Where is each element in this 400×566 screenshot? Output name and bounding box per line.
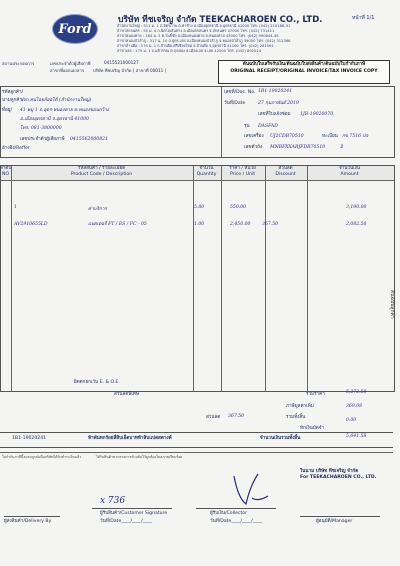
receiver-date: วันที่/Date____/____/____ (100, 519, 152, 524)
discount-sum-label: ส่วนลด (206, 415, 221, 420)
deduct-deposit-label: หักเงินมัดจำ (300, 426, 325, 431)
sign-line (300, 516, 380, 517)
collector-label: ผู้รับเงิน/Collector (210, 511, 247, 516)
branch-line: สาขาบ้านผือ : 179 ม. 1 ถ.บ้านผือ-ศรีเชียงใหม่ อ.บ้านผือ จ.อุดรธานี 41160 โทร. (042) 281561 (117, 44, 274, 48)
sign-line (4, 516, 60, 517)
table-row-amount: 2,082.50 (346, 222, 367, 227)
doc-date-label: วันที่/Date (224, 101, 246, 106)
issuing-branch-value: บริษัท ทีชเจริญ จำกัด ( สาขาที่ 00011 ) (93, 68, 167, 73)
doc-no-label: เลขที่/Doc. No. (224, 90, 256, 95)
plate-value: กข 7516 ปจ (342, 134, 369, 139)
footer-company-thai: ในนาม บริษัท ทีชเจริญ จำกัด (300, 469, 359, 474)
plate-label: ทะเบียน (322, 134, 338, 139)
table-row-amount: 3,190.00 (346, 205, 367, 210)
eoe-note: ผิดตกยกเว้น E. & O.E. (74, 380, 120, 385)
table-row-discount: 367.50 (262, 222, 279, 227)
side-tab: ต้นฉบับลูกค้า (389, 290, 395, 319)
customer-name: บจก.ทนไอยล์ออโต้ (สำนักงานใหญ่) (20, 98, 92, 103)
discount-sum-value: 367.50 (228, 414, 245, 419)
grand-total-label: จำนวนเงินรวมทั้งสิ้น (260, 436, 301, 441)
header-quantity: จำนวน Quantity (196, 166, 217, 177)
ford-logo: Ford (52, 14, 98, 44)
receiver-label: ผู้รับสินค้า/Customer Signature (100, 511, 168, 516)
deposit-value: 0.00 (346, 418, 357, 423)
header-price: ราคา / หน่วย Price / Unit (229, 166, 256, 177)
branch-line: สาขาสกลนคร : 55 ม. 4 ถ.นิตโยเส้นทาง อ.เมืองสกลนคร จ.สกลนคร 47000 โทร. (042) 731411 (117, 29, 275, 33)
total-label: รวมราคา (306, 392, 325, 397)
branch-line: สาขาหนองคาย : 184 ม. 2 ต.โพธิ์ชัย อ.เมืองหนองคาย จ.หนองคาย 43000 โทร. (042) 990644-45 (117, 34, 279, 38)
table-row-qty: 5.80 (194, 205, 205, 210)
col-divider (193, 166, 194, 391)
header-no: ลำดับ NO (0, 166, 12, 177)
chassis-value: MNBFXXARJFDR70510 (270, 145, 326, 150)
company-name: บริษัท ทีชเจริญ จำกัด TEEKACHAROEN CO., LTD. (118, 15, 323, 25)
title-english: ORIGINAL RECEIPT/ORIGINAL INVOICE/TAX INVOICE COPY (230, 69, 378, 74)
col-divider (265, 166, 266, 391)
repair-order-label: เลขที่ใบแจ้งซ่อม (258, 112, 291, 117)
table-row-code: AV2910655LD (14, 222, 48, 227)
header-amount: จำนวนเงิน Amount (338, 166, 361, 177)
refer-label: อ้างอิง/Reffer (2, 146, 30, 151)
footer-company-en: For TEEKACHAROEN CO., LTD. (300, 475, 377, 480)
net-total-label: รวมทั้งสิ้น (286, 415, 306, 420)
customer-address-1: 41 หมู่ 1 ถ.อุดร-หนองคาย ต.หนองขอนกว้าง (20, 108, 110, 113)
customer-address-2: อ.เมืองอุดรธานี จ.อุดรธานี 41000 (20, 117, 89, 122)
sign-line (196, 508, 276, 509)
footer-note: ได้รับสินค้าตามรายการข้างต้นไว้ถูกต้องในสภาพเรียบร้อย (96, 455, 183, 459)
table-row-desc: แบตเตอรี่ FT / ES / FC - 05 (88, 222, 147, 227)
manager-label: ผู้อนุมัติ/Manager (316, 519, 353, 524)
issuing-branch-label: สาขาที่ออกเอกสาร (50, 68, 85, 73)
document-title (218, 60, 390, 84)
page-number: หน้าที่ 1/1 (352, 15, 375, 21)
chassis-extra: อิ (340, 145, 343, 150)
model-label: รุ่น (244, 124, 250, 129)
signature-mark: x 736 (100, 496, 126, 506)
branch-line: สำนักงานใหญ่ : 511 ม. 1 ถ.มิตรภาพ ต.ท่าช้าง อ.เมืองอุดรธานี จ.อุดรธานี 41000 โทร. (042) 210188-91 (117, 24, 291, 28)
company-tax-id: 0415521000127 (104, 60, 139, 65)
table-row-qty: 1.00 (194, 222, 205, 227)
special-discount-label: ส่วนลดพิเศษ (114, 392, 139, 397)
table-row-no: 1 (14, 205, 17, 210)
header-discount: ส่วนลด Discount (275, 166, 296, 177)
col-divider (221, 166, 222, 391)
company-tax-label: เลขประจำตัวผู้เสียภาษี (50, 61, 91, 66)
reference-doc-no: 1B1-19020241 (12, 436, 47, 441)
col-divider (307, 166, 308, 391)
col-divider (11, 166, 12, 391)
grand-total-band (0, 432, 393, 448)
vat-value: 369.08 (346, 404, 363, 409)
doc-date: 27 กุมภาพันธ์ 2019 (258, 101, 299, 106)
repair-order-no: 1JB-19020070 (300, 112, 334, 117)
total-value: 5,272.50 (346, 390, 367, 395)
side-label: สถานประกอบการ (2, 61, 35, 66)
model-value: DASFAD (258, 124, 278, 129)
handwritten-signature (228, 468, 272, 510)
table-row-desc: ค่าบริการ (88, 207, 107, 212)
vat-label: ภาษีมูลค่าเพิ่ม (286, 404, 314, 409)
branch-line: สาขาหนองบัวลำภู : 317 ม. 10 ถ.อุดร-เลย อ.เมืองหนองบัวลำภู จ.หนองบัวลำภู 39000 โทร. (042) 312366 (117, 39, 291, 43)
engine-value: UJ2CDB70510 (270, 134, 304, 139)
customer-tax-id: 0415562000821 (70, 137, 108, 142)
chassis-label: เลขตัวถัง (244, 145, 263, 150)
branch-line: สาขาเลย : 179 ม. 1 ถ.มลิวรรณ ต.กุดป่อง อ.เมืองเลย จ.เลย 42000 โทร. (042) 892024 (117, 49, 262, 53)
table-row-price: 2,450.00 (230, 222, 251, 227)
sender-label: ผู้ส่งสินค้า/Delivery By (4, 519, 52, 524)
footer-divider (0, 452, 393, 453)
grand-total-value: 5,641.58 (346, 434, 367, 439)
customer-address-label: ที่อยู่/ (2, 108, 13, 113)
footer-note: ใบกำกับภาษีนี้จะสมบูรณ์เมื่อบริษัทได้รับชำระเงินแล้ว (2, 455, 82, 459)
doc-no: 1B1-19020241 (258, 89, 293, 94)
sign-line (92, 508, 172, 509)
divider (221, 87, 222, 157)
amount-in-words: ห้าพันหกร้อยสี่สิบเอ็ดบาทห้าสิบแปดสตางค์ (88, 436, 172, 441)
title-thai: ต้นฉบับใบเสร็จรับเงิน/ต้นฉบับใบส่งสินค้า/ต้นฉบับใบกำกับภาษี (242, 62, 366, 67)
items-table (0, 165, 395, 392)
customer-name-label: นามลูกค้า/ (2, 98, 24, 103)
table-row-price: 550.00 (230, 205, 247, 210)
customer-code-label: รหัสลูกค้า/ (2, 90, 24, 95)
collector-date: วันที่/Date____/____/____ (210, 519, 262, 524)
header-product: รหัสสินค้า / รายละเอียด Product Code / Description (70, 166, 133, 177)
customer-tel: โทร. 081-3800000 (20, 126, 62, 131)
engine-label: เลขเครื่อง (244, 134, 264, 139)
customer-tax-label: เลขประจำตัวผู้เสียภาษี (20, 137, 65, 142)
